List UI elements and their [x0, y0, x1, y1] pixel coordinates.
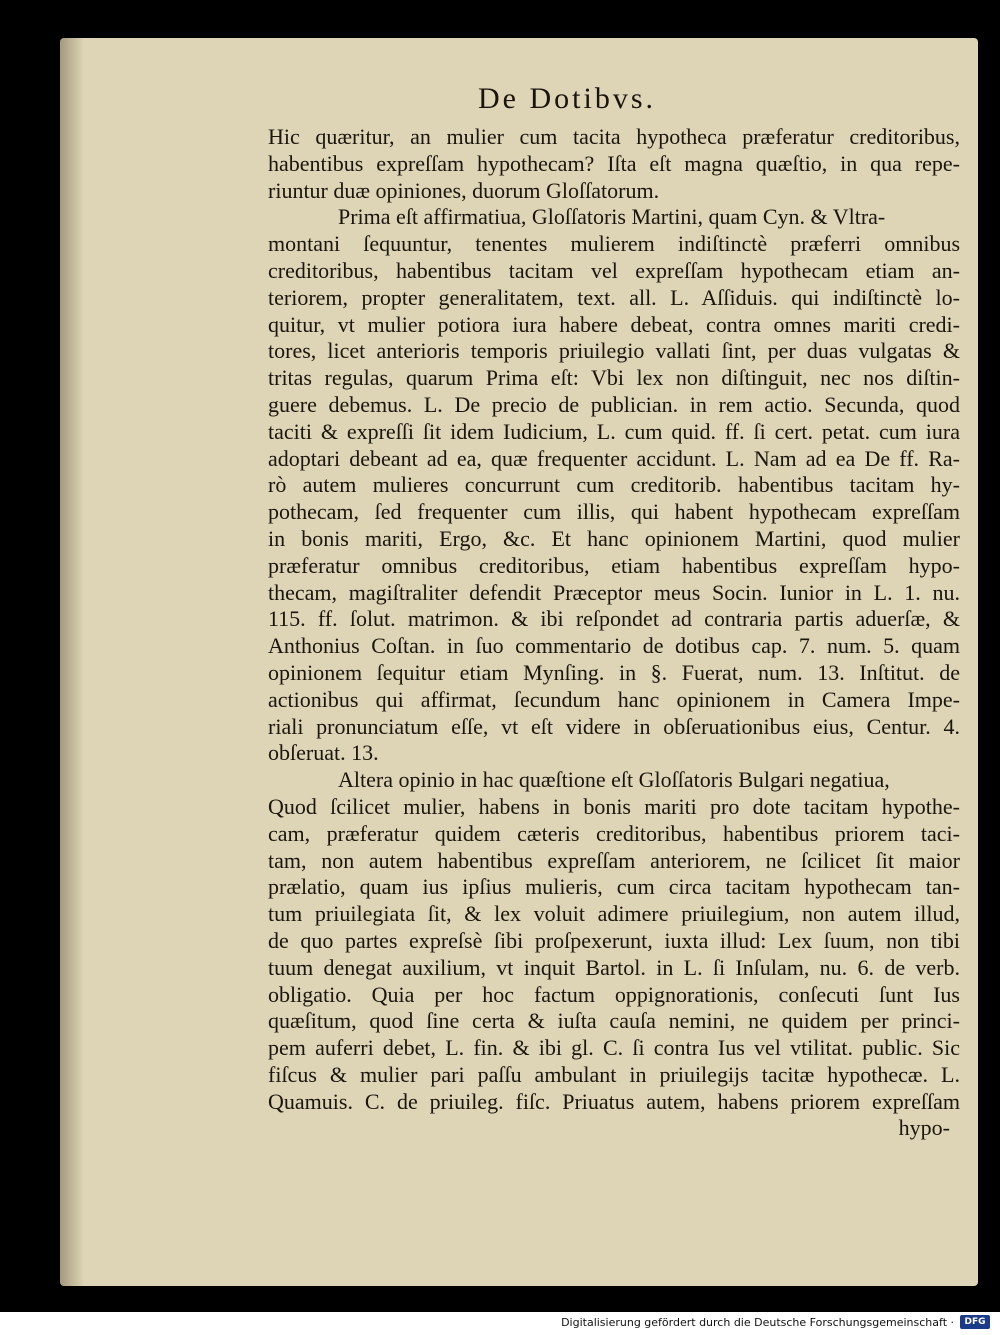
text-line: Altera opinio in hac quæſtione eſt Gloſſatoris Bulgari negatiua,: [338, 767, 890, 793]
text-line: Quod ſcilicet mulier, habens in bonis mariti pro dote tacitam hypothe-: [268, 793, 960, 819]
text-line: hypo-: [898, 1115, 950, 1141]
text-line: quæſitum, quod ſine certa & iuſta cauſa nemini, ne quidem per princi-: [268, 1008, 960, 1034]
text-line: adoptari debeant ad ea, quæ frequenter accidunt. L. Nam ad ea De ff. Ra-: [268, 445, 960, 471]
text-line: quitur, vt mulier potiora iura habere debeat, contra omnes mariti credi-: [268, 311, 960, 337]
text-line: tores, licet anterioris temporis priuilegio vallati ſint, per duas vulgatas &: [268, 338, 960, 364]
text-line: guere debemus. L. De precio de publician. in rem actio. Secunda, quod: [268, 391, 960, 417]
text-line: thecam, magiſtraliter defendit Præceptor meus Socin. Iunior in L. 1. nu.: [268, 579, 960, 605]
text-line: riali pronunciatum eſſe, vt eſt videre in obſeruationibus eius, Centur. 4.: [268, 713, 960, 739]
text-line: Anthonius Coſtan. in ſuo commentario de dotibus cap. 7. num. 5. quam: [268, 633, 960, 659]
text-line: habentibus expreſſam hypothecam? Iſta eſt magna quæſtio, in qua repe-: [268, 150, 960, 176]
text-line: actionibus qui affirmat, ſecundum hanc opinionem in Camera Impe-: [268, 686, 960, 712]
running-head: De Dotibvs.: [478, 82, 656, 115]
text-line: Quamuis. C. de priuileg. fiſc. Priuatus autem, habens priorem expreſſam: [268, 1088, 960, 1114]
text-line: pem auferri debet, L. fin. & ibi gl. C. ſi contra Ius vel vtilitat. public. Sic: [268, 1035, 960, 1061]
text-line: pothecam, ſed frequenter cum illis, qui habent hypothecam expreſſam: [268, 499, 960, 525]
text-line: rò autem mulieres concurrunt cum creditorib. habentibus tacitam hy-: [268, 472, 960, 498]
dfg-logo: DFG: [960, 1315, 990, 1329]
text-line: 115. ff. ſolut. matrimon. & ibi reſpondet ad contraria partis aduerſæ, &: [268, 606, 960, 632]
text-line: de quo partes expreſsè ſibi proſpexerunt, iuxta illud: Lex ſuum, non tibi: [268, 927, 960, 953]
text-line: teriorem, propter generalitatem, text. all. L. Aſſiduis. qui indiſtinctè lo-: [268, 284, 960, 310]
text-line: præferatur omnibus creditoribus, etiam habentibus expreſſam hypo-: [268, 552, 960, 578]
text-line: taciti & expreſſi ſit idem Iudicium, L. cum quid. ff. ſi cert. petat. cum iura: [268, 418, 960, 444]
text-line: in bonis mariti, Ergo, &c. Et hanc opinionem Martini, quod mulier: [268, 525, 960, 551]
text-line: Prima eſt affirmatiua, Gloſſatoris Martini, quam Cyn. & Vltra-: [338, 204, 886, 230]
text-line: montani ſequuntur, tenentes mulierem indiſtinctè præferri omnibus: [268, 231, 960, 257]
text-line: opinionem ſequitur etiam Mynſing. in §. Fuerat, num. 13. Inſtitut. de: [268, 659, 960, 685]
text-line: obligatio. Quia per hoc factum oppignorationis, conſecuti ſunt Ius: [268, 981, 960, 1007]
text-line: riuntur duæ opiniones, duorum Gloſſatorum.: [268, 177, 660, 203]
text-line: tam, non autem habentibus expreſſam anteriorem, ne ſcilicet ſit maior: [268, 847, 960, 873]
text-line: prælatio, quam ius ipſius mulieris, cum circa tacitam hypothecam tan-: [268, 874, 960, 900]
body-text: [268, 124, 960, 1142]
text-line: obſeruat. 13.: [268, 740, 379, 766]
funding-notice: Digitalisierung gefördert durch die Deutsche Forschungsgemeinschaft ·: [561, 1316, 954, 1329]
text-line: tum priuilegiata ſit, & lex voluit adimere priuilegium, non autem illud,: [268, 901, 960, 927]
text-line: tuum denegat auxilium, vt inquit Bartol. in L. ſi Inſulam, nu. 6. de verb.: [268, 954, 960, 980]
text-line: fiſcus & mulier pari paſſu ambulant in priuilegijs tacitæ hypothecæ. L.: [268, 1061, 960, 1087]
text-line: Hic quæritur, an mulier cum tacita hypotheca præferatur creditoribus,: [268, 124, 960, 149]
text-line: creditoribus, habentibus tacitam vel expreſſam hypothecam etiam an-: [268, 257, 960, 283]
text-line: tritas regulas, quarum Prima eſt: Vbi lex non diſtinguit, nec nos diſtin-: [268, 365, 960, 391]
text-line: cam, præferatur quidem cæteris creditoribus, habentibus priorem taci-: [268, 820, 960, 846]
page-gutter-shadow: [60, 38, 84, 1286]
